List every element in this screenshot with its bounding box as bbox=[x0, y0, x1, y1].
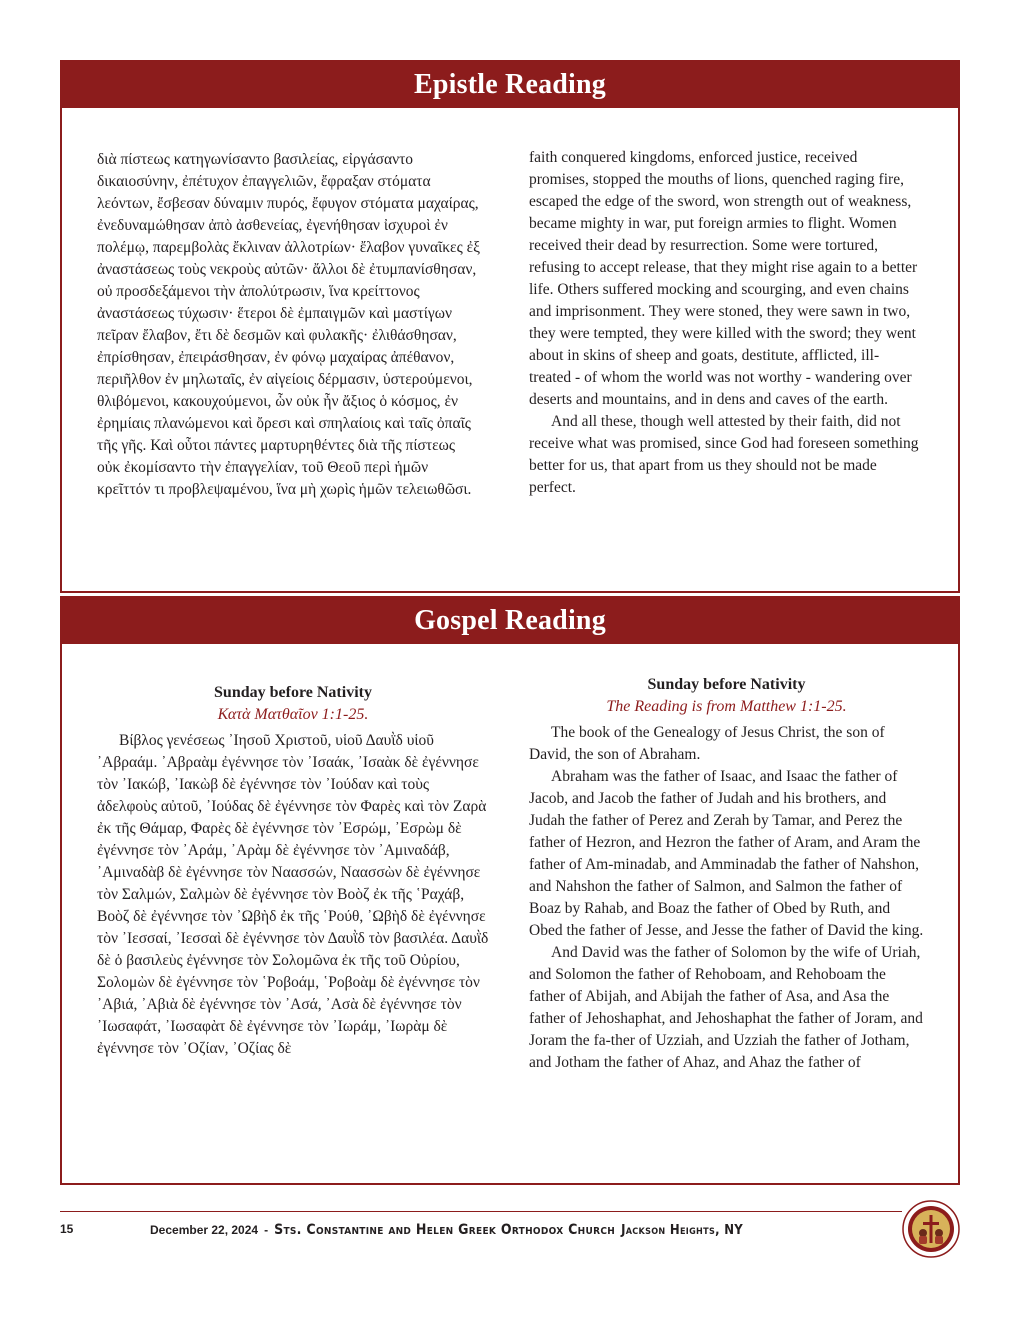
epistle-english-paragraph: faith conquered kingdoms, enforced justice, received promises, stopped the mouths of lions, quenched raging fire, escaped the edge of the sword, won strength out of weakness, became mighty in war, put foreign armies to flight. Women received their dead by resurrection. Some were tortured, refusing to accept release, that they might rise again to a better life. Others suffered mocking and scourging, and even chains and imprisonment. They were stoned, they were sawn in two, they were tempted, they were killed with the sword; they went about in skins of sheep and goats, destitute, afflicted, ill-treated - of whom the world was not worthy - wandering over deserts and mountains, and in dens and caves of the earth. bbox=[529, 149, 918, 408]
gospel-english-paragraph: Abraham was the father of Isaac, and Isaac the father of Jacob, and Jacob the father of Judah and his brothers, and Judah the father of Perez and Zerah by Tamar, and Perez the father of Hezron, and Hezron the father of Aram, and Aram the father of Am-minadab, and Amminadab the father of Nahshon, and Nahshon the father of Salmon, and Salmon the father of Boaz by Rahab, and Boaz the father of Obed by Ruth, and Obed the father of Jesse, and Jesse the father of David the king. bbox=[529, 768, 924, 939]
gospel-greek-reference: Κατὰ Ματθαῖον 1:1-25. bbox=[217, 706, 369, 723]
gospel-greek-column bbox=[97, 682, 489, 1060]
footer-church-name: Sts. Constantine and Helen Greek Orthodox Church bbox=[274, 1222, 616, 1238]
gospel-english-column bbox=[529, 674, 924, 1074]
gospel-english-paragraph: And David was the father of Solomon by the wife of Uriah, and Solomon the father of Rehoboam, and Rehoboam the father of Abijah, and Abijah the father of Asa, and Asa the father of Jehoshaphat, and Jehoshaphat the father of Joram, and Joram the fa-ther of Uzziah, and Uzziah the father of Jotham, and Jotham the father of Ahaz, and Ahaz the father of bbox=[529, 944, 923, 1071]
gospel-greek-heading: Sunday before Nativity bbox=[214, 684, 372, 701]
gospel-english-paragraph: The book of the Genealogy of Jesus Christ, the son of David, the son of Abraham. bbox=[529, 724, 885, 763]
epistle-english-paragraph: And all these, though well attested by their faith, did not receive what was promised, since God had foreseen something better for us, that apart from us they should not be made perfect. bbox=[529, 413, 919, 496]
footer-separator: - bbox=[264, 1223, 269, 1237]
epistle-title: Epistle Reading bbox=[62, 62, 958, 108]
church-seal-icon bbox=[902, 1200, 960, 1258]
epistle-greek-column bbox=[97, 149, 482, 501]
gospel-title: Gospel Reading bbox=[62, 598, 958, 644]
gospel-english-heading: Sunday before Nativity bbox=[647, 676, 806, 693]
footer-text bbox=[150, 1222, 743, 1244]
gospel-greek-paragraph: Βίβλος γενέσεως ᾿Ιησοῦ Χριστοῦ, υἱοῦ Δαυῒδ υἱοῦ ᾿Αβραάμ. ᾿Αβραὰμ ἐγέννησε τὸν ᾿Ισαάκ, ᾿Ισαὰκ δὲ ἐγέννησε τὸν ᾿Ιακώβ, ᾿Ιακὼβ δὲ ἐγέννησε τὸν ᾿Ιούδαν καὶ τοὺς ἀδελφοὺς αὐτοῦ, ᾿Ιούδας δὲ ἐγέννησε τὸν Φαρὲς καὶ τὸν Ζαρὰ ἐκ τῆς Θάμαρ, Φαρὲς δὲ ἐγέννησε τὸν ᾿Εσρώμ, ᾿Εσρὼμ δὲ ἐγέννησε τὸν ᾿Αράμ, ᾿Αρὰμ δὲ ἐγέννησε τὸν ᾿Αμιναδάβ, ᾿Αμιναδὰβ δὲ ἐγέννησε τὸν Ναασσών, Ναασσὼν δὲ ἐγέννησε τὸν Σαλμών, Σαλμὼν δὲ ἐγέννησε τὸν Βοὸζ ἐκ τῆς ῾Ραχάβ, Βοὸζ δὲ ἐγέννησε τὸν ᾿Ωβὴδ ἐκ τῆς ῾Ρούθ, ᾿Ωβὴδ δὲ ἐγέννησε τὸν ᾿Ιεσσαί, ᾿Ιεσσαὶ δὲ ἐγέννησε τὸν Δαυῒδ τὸν βασιλέα. Δαυῒδ δὲ ὁ βασιλεὺς ἐγέννησε τὸν Σολομῶνα ἐκ τῆς τοῦ Οὐρίου, Σολομὼν δὲ ἐγέννησε τὸν ῾Ροβοάμ, ῾Ροβοὰμ δὲ ἐγέννησε τὸν ᾿Αβιά, ᾿Αβιὰ δὲ ἐγέννησε τὸν ᾿Ασά, ᾿Ασὰ δὲ ἐγέννησε τὸν ᾿Ιωσαφάτ, ᾿Ιωσαφὰτ δὲ ἐγέννησε τὸν ᾿Ιωράμ, ᾿Ιωρὰμ δὲ ἐγέννησε τὸν ᾿Οζίαν, ᾿Οζίας δὲ bbox=[97, 732, 489, 1057]
epistle-greek-paragraph: διὰ πίστεως κατηγωνίσαντο βασιλείας, εἰργάσαντο δικαιοσύνην, ἐπέτυχον ἐπαγγελιῶν, ἔφραξαν στόματα λεόντων, ἔσβεσαν δύναμιν πυρός, ἔφυγον στόματα μαχαίρας, ἐνεδυναμώθησαν ἀπὸ ἀσθενείας, ἐγενήθησαν ἰσχυροὶ ἐν πολέμῳ, παρεμβολὰς ἔκλιναν ἀλλοτρίων· ἔλαβον γυναῖκες ἐξ ἀναστάσεως τοὺς νεκροὺς αὐτῶν· ἄλλοι δὲ ἐτυμπανίσθησαν, οὐ προσδεξάμενοι τὴν ἀπολύτρωσιν, ἵνα κρείττονος ἀναστάσεως τύχωσιν· ἕτεροι δὲ ἐμπαιγμῶν καὶ μαστίγων πεῖραν ἔλαβον, ἔτι δὲ δεσμῶν καὶ φυλακῆς· ἐλιθάσθησαν, ἐπρίσθησαν, ἐπειράσθησαν, ἐν φόνῳ μαχαίρας ἀπέθανον, περιῆλθον ἐν μηλωταῖς, ἐν αἰγείοις δέρμασιν, ὑστερούμενοι, θλιβόμενοι, κακουχούμενοι, ὧν οὐκ ἦν ἄξιος ὁ κόσμος, ἐν ἐρημίαις πλανώμενοι καὶ ὄρεσι καὶ σπηλαίοις καὶ ταῖς ὀπαῖς τῆς γῆς. Καὶ οὗτοι πάντες μαρτυρηθέντες διὰ τῆς πίστεως οὐκ ἐκομίσαντο τὴν ἐπαγγελίαν, τοῦ Θεοῦ περὶ ἡμῶν κρεῖττόν τι προβλεψαμένου, ἵνα μὴ χωρὶς ἡμῶν τελειωθῶσι. bbox=[97, 151, 480, 498]
footer-location: Jackson Heights, NY bbox=[621, 1223, 744, 1238]
footer-divider bbox=[60, 1211, 902, 1212]
gospel-section bbox=[60, 596, 960, 1185]
gospel-english-reference: The Reading is from Matthew 1:1-25. bbox=[606, 698, 847, 715]
epistle-section bbox=[60, 60, 960, 593]
page-number: 15 bbox=[60, 1222, 74, 1236]
footer-date: December 22, 2024 bbox=[150, 1223, 259, 1237]
epistle-english-column bbox=[529, 147, 919, 499]
